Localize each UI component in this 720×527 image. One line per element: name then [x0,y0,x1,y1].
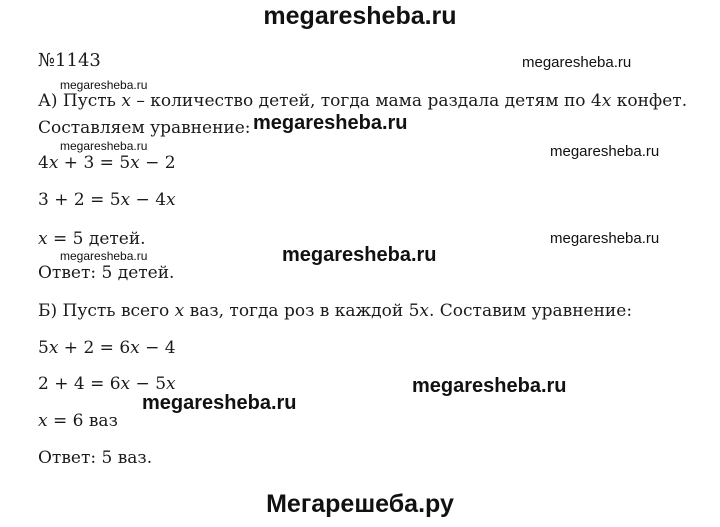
answer-line-b: Ответ: 5 ваз. [38,448,153,468]
problem-number: №1143 [38,50,101,71]
equation-line-6: 𝑥 = 6 ваз [38,411,118,431]
text-line-1: А) Пусть 𝑥 – количество детей, тогда мама раздала детям по 4𝑥 конфет. [38,91,688,111]
watermark: megaresheba.ru [60,249,148,263]
equation-line-4: 5𝑥 + 2 = 6𝑥 − 4 [38,338,176,358]
watermark: megaresheba.ru [522,54,632,71]
watermark: megaresheba.ru [253,112,408,134]
equation-line-3: 𝑥 = 5 детей. [38,229,146,249]
text-line-b: Б) Пусть всего 𝑥 ваз, тогда роз в каждой 5𝑥. Составим уравнение: [38,301,633,321]
site-footer: Мегарешеба.ру [266,490,454,518]
equation-line-1: 4𝑥 + 3 = 5𝑥 − 2 [38,153,176,173]
text-line-2: Составляем уравнение: [38,118,251,138]
equation-line-2: 3 + 2 = 5𝑥 − 4𝑥 [38,190,176,210]
watermark: megaresheba.ru [60,78,148,92]
watermark: megaresheba.ru [282,244,437,266]
watermark: megaresheba.ru [142,392,297,414]
watermark: megaresheba.ru [60,139,148,153]
watermark: megaresheba.ru [550,143,660,160]
watermark: megaresheba.ru [550,230,660,247]
site-header: megaresheba.ru [263,2,457,30]
answer-line-a: Ответ: 5 детей. [38,263,175,283]
watermark: megaresheba.ru [412,375,567,397]
equation-line-5: 2 + 4 = 6𝑥 − 5𝑥 [38,374,176,394]
